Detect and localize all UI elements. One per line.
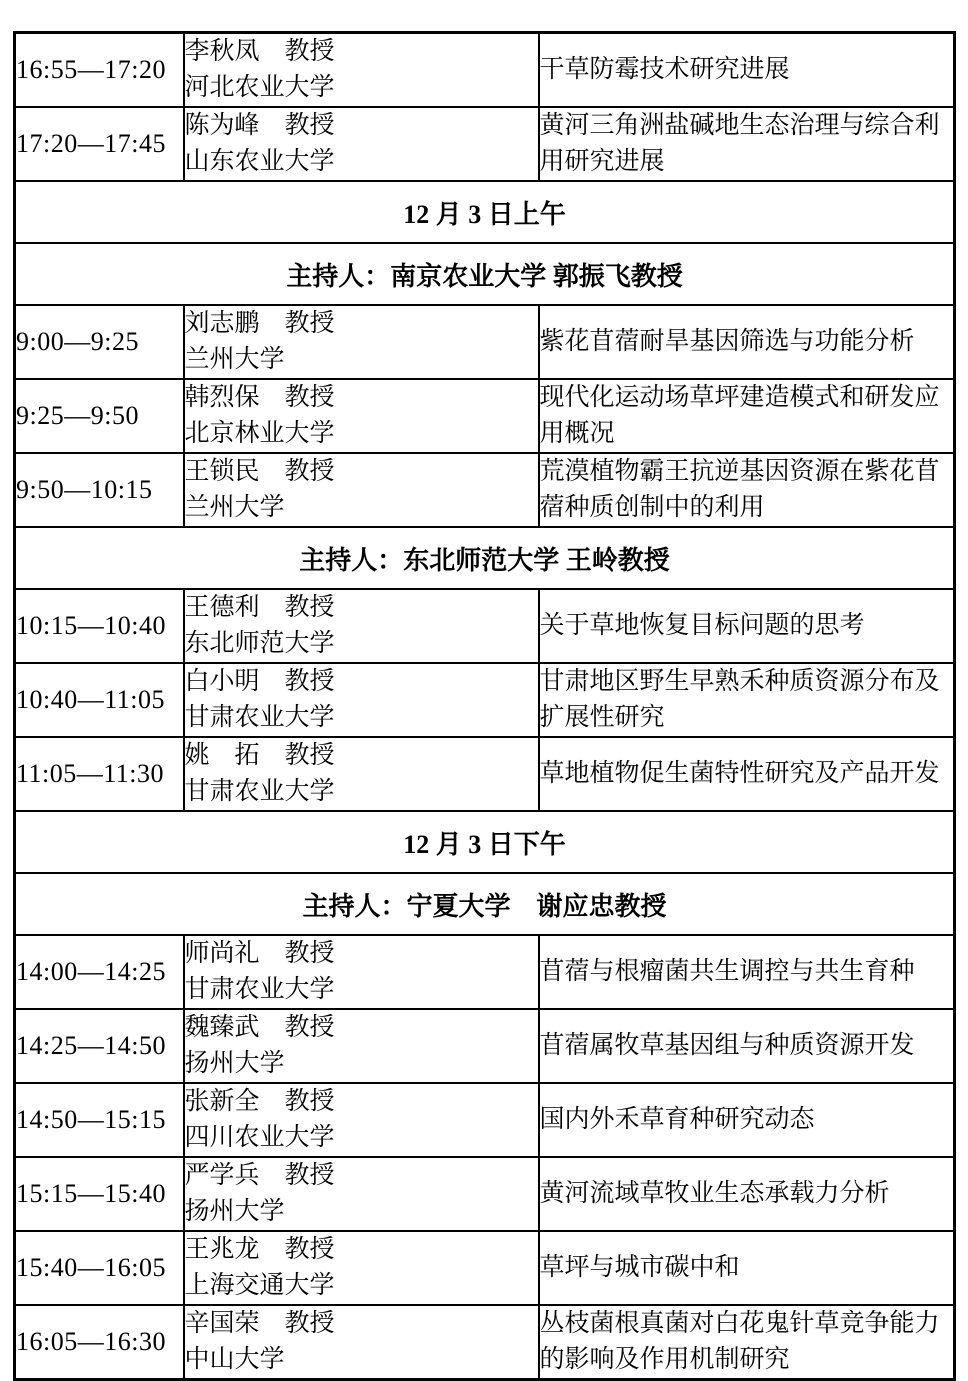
speaker-affiliation: 河北农业大学 — [184, 74, 335, 101]
moderator-label: 主持人：宁夏大学 谢应忠教授 — [15, 873, 955, 935]
speaker-name: 师尚礼 教授 — [184, 940, 335, 967]
session-time: 15:15—15:40 — [15, 1157, 184, 1231]
session-title: 黄河流域草牧业生态承载力分析 — [539, 1157, 955, 1231]
speaker-name: 白小明 教授 — [184, 668, 335, 695]
session-speaker-cell — [184, 663, 539, 737]
session-title: 甘肃地区野生早熟禾种质资源分布及扩展性研究 — [539, 663, 955, 737]
session-speaker-cell — [184, 589, 539, 663]
session-speaker-cell — [184, 1231, 539, 1305]
session-title: 紫花苜蓿耐旱基因筛选与功能分析 — [539, 305, 955, 379]
speaker-affiliation: 扬州大学 — [184, 1050, 285, 1077]
session-speaker-cell — [184, 33, 539, 108]
speaker-name: 魏臻武 教授 — [184, 1014, 335, 1041]
speaker-affiliation: 兰州大学 — [184, 494, 285, 521]
session-speaker-cell — [184, 379, 539, 453]
session-time: 9:00—9:25 — [15, 305, 184, 379]
date-header-row — [15, 811, 955, 873]
session-row — [15, 589, 955, 663]
session-row — [15, 1009, 955, 1083]
session-time: 10:40—11:05 — [15, 663, 184, 737]
session-speaker-cell — [184, 305, 539, 379]
session-row — [15, 737, 955, 811]
speaker-name: 刘志鹏 教授 — [184, 310, 335, 337]
moderator-label: 主持人：南京农业大学 郭振飞教授 — [15, 243, 955, 305]
speaker-affiliation: 四川农业大学 — [184, 1124, 335, 1151]
speaker-affiliation: 北京林业大学 — [184, 420, 335, 447]
moderator-label: 主持人：东北师范大学 王岭教授 — [15, 527, 955, 589]
speaker-name: 陈为峰 教授 — [184, 112, 335, 139]
session-row — [15, 935, 955, 1009]
speaker-name: 王兆龙 教授 — [184, 1236, 335, 1263]
speaker-affiliation: 扬州大学 — [184, 1198, 285, 1225]
speaker-name: 韩烈保 教授 — [184, 384, 335, 411]
session-speaker-cell — [184, 107, 539, 181]
session-title: 苜蓿属牧草基因组与种质资源开发 — [539, 1009, 955, 1083]
session-row — [15, 305, 955, 379]
session-time: 11:05—11:30 — [15, 737, 184, 811]
date-header-row — [15, 181, 955, 243]
speaker-affiliation: 中山大学 — [184, 1346, 285, 1373]
conference-schedule-table — [13, 31, 956, 1381]
moderator-row — [15, 873, 955, 935]
session-title: 丛枝菌根真菌对白花鬼针草竞争能力的影响及作用机制研究 — [539, 1305, 955, 1380]
session-time: 14:00—14:25 — [15, 935, 184, 1009]
session-title: 草地植物促生菌特性研究及产品开发 — [539, 737, 955, 811]
speaker-affiliation: 山东农业大学 — [184, 148, 335, 175]
speaker-name: 张新全 教授 — [184, 1088, 335, 1115]
session-speaker-cell — [184, 1157, 539, 1231]
session-speaker-cell — [184, 1083, 539, 1157]
session-row — [15, 1305, 955, 1380]
date-header-label: 12 月 3 日下午 — [15, 811, 955, 873]
speaker-affiliation: 上海交通大学 — [184, 1272, 335, 1299]
speaker-name: 严学兵 教授 — [184, 1162, 335, 1189]
speaker-name: 姚 拓 教授 — [184, 742, 335, 769]
session-speaker-cell — [184, 935, 539, 1009]
session-title: 苜蓿与根瘤菌共生调控与共生育种 — [539, 935, 955, 1009]
session-time: 9:25—9:50 — [15, 379, 184, 453]
session-title: 荒漠植物霸王抗逆基因资源在紫花苜蓿种质创制中的利用 — [539, 453, 955, 527]
session-title: 草坪与城市碳中和 — [539, 1231, 955, 1305]
speaker-name: 王锁民 教授 — [184, 458, 335, 485]
speaker-affiliation: 兰州大学 — [184, 346, 285, 373]
session-row — [15, 1157, 955, 1231]
session-time: 17:20—17:45 — [15, 107, 184, 181]
session-speaker-cell — [184, 1009, 539, 1083]
session-time: 9:50—10:15 — [15, 453, 184, 527]
session-time: 16:05—16:30 — [15, 1305, 184, 1380]
session-time: 16:55—17:20 — [15, 33, 184, 108]
session-speaker-cell — [184, 1305, 539, 1380]
speaker-name: 辛国荣 教授 — [184, 1310, 335, 1337]
session-title: 关于草地恢复目标问题的思考 — [539, 589, 955, 663]
session-row — [15, 1231, 955, 1305]
speaker-affiliation: 东北师范大学 — [184, 630, 335, 657]
moderator-row — [15, 527, 955, 589]
speaker-affiliation: 甘肃农业大学 — [184, 704, 335, 731]
session-title: 黄河三角洲盐碱地生态治理与综合利用研究进展 — [539, 107, 955, 181]
session-speaker-cell — [184, 453, 539, 527]
session-speaker-cell — [184, 737, 539, 811]
session-time: 14:50—15:15 — [15, 1083, 184, 1157]
session-row — [15, 663, 955, 737]
date-header-label: 12 月 3 日上午 — [15, 181, 955, 243]
session-row — [15, 453, 955, 527]
session-title: 现代化运动场草坪建造模式和研发应用概况 — [539, 379, 955, 453]
moderator-row — [15, 243, 955, 305]
session-row — [15, 33, 955, 108]
session-title: 国内外禾草育种研究动态 — [539, 1083, 955, 1157]
session-time: 10:15—10:40 — [15, 589, 184, 663]
speaker-affiliation: 甘肃农业大学 — [184, 976, 335, 1003]
session-time: 15:40—16:05 — [15, 1231, 184, 1305]
session-title: 干草防霉技术研究进展 — [539, 33, 955, 108]
speaker-name: 王德利 教授 — [184, 594, 335, 621]
session-time: 14:25—14:50 — [15, 1009, 184, 1083]
speaker-name: 李秋凤 教授 — [184, 38, 335, 65]
session-row — [15, 1083, 955, 1157]
speaker-affiliation: 甘肃农业大学 — [184, 778, 335, 805]
session-row — [15, 379, 955, 453]
session-row — [15, 107, 955, 181]
